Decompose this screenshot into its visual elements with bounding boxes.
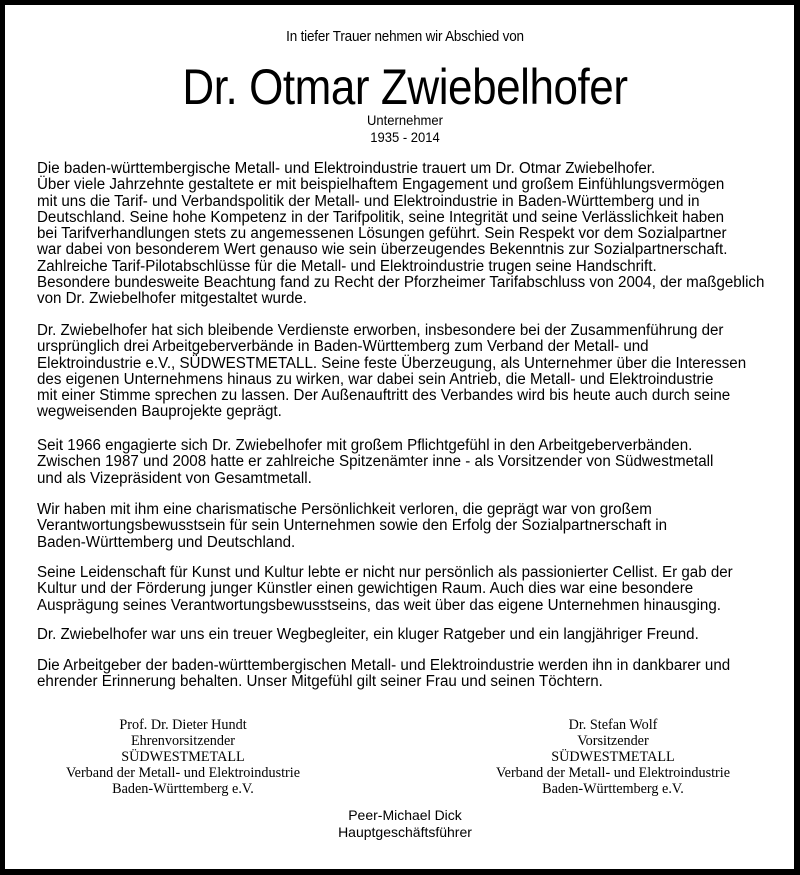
paragraph-7 xyxy=(37,658,787,691)
signatory-role: Ehrenvorsitzender xyxy=(131,733,235,749)
life-years: 1935 - 2014 xyxy=(370,129,440,145)
paragraph-line: Zwischen 1987 und 2008 hatte er zahlreiche Spitzenämter inne - als Vorsitzender von Südwestmetall xyxy=(37,453,714,471)
paragraph-line: mit uns die Tarif- und Verbandspolitik der Metall- und Elektroindustrie in Baden-Württemberg und in xyxy=(37,192,700,210)
signatory-region: Baden-Württemberg e.V. xyxy=(542,781,684,797)
signatory-role: Hauptgeschäftsführer xyxy=(338,824,472,840)
signatory-name: Dr. Stefan Wolf xyxy=(568,717,658,733)
paragraph-line: Kultur und der Förderung junger Künstler einen gewichtigen Raum. Auch dies war eine besondere xyxy=(37,580,694,598)
paragraph-line: Deutschland. Seine hohe Kompetenz in der Tarifpolitik, seine Integrität und seine Verlässlichkeit haben xyxy=(37,208,725,226)
paragraph-line: Über viele Jahrzehnte gestaltete er mit beispielhaftem Engagement und großem Einfühlungsvermögen xyxy=(37,176,725,194)
signature-right xyxy=(463,717,763,797)
paragraph-2 xyxy=(37,323,787,421)
paragraph-line: Dr. Zwiebelhofer war uns ein treuer Wegbegleiter, ein kluger Ratgeber und ein langjähriger Freund. xyxy=(37,626,699,643)
paragraph-line: wegweisenden Bauprojekte geprägt. xyxy=(37,403,282,421)
paragraph-4 xyxy=(37,502,787,551)
paragraph-line: Seine Leidenschaft für Kunst und Kultur lebte er nicht nur persönlich als passionierter Cellist. Er gab der xyxy=(37,564,733,581)
signatory-organization: SÜDWESTMETALL xyxy=(551,749,675,765)
paragraph-line: Wir haben mit ihm eine charismatische Persönlichkeit verloren, die geprägt war von großem xyxy=(37,501,652,518)
paragraph-line: ursprünglich drei Arbeitgeberverbände in Baden-Württemberg zum Verband der Metall- und xyxy=(37,338,649,356)
signatory-organization: SÜDWESTMETALL xyxy=(121,749,245,765)
signatory-organization-full: Verband der Metall- und Elektroindustrie xyxy=(495,765,731,781)
paragraph-line: bei Tarifverhandlungen stets zu angemessenen Lösungen geführt. Sein Respekt vor dem Sozialpartner xyxy=(37,225,727,243)
paragraph-3 xyxy=(37,438,787,487)
signatory-role: Vorsitzender xyxy=(577,733,649,749)
paragraph-line: Seit 1966 engagierte sich Dr. Zwiebelhofer mit großem Pflichtgefühl in den Arbeitgeberverbänden. xyxy=(37,437,693,454)
paragraph-line: Die baden-württembergische Metall- und Elektroindustrie trauert um Dr. Otmar Zwiebelhofer. xyxy=(37,160,656,177)
paragraph-line: Baden-Württemberg und Deutschland. xyxy=(37,533,296,551)
signature-left xyxy=(33,717,333,797)
paragraph-line: ehrender Erinnerung behalten. Unser Mitgefühl gilt seiner Frau und seinen Töchtern. xyxy=(37,673,603,691)
signatory-name: Peer-Michael Dick xyxy=(348,807,462,823)
paragraph-6 xyxy=(37,627,787,643)
paragraph-1 xyxy=(37,161,787,308)
signatory-region: Baden-Württemberg e.V. xyxy=(112,781,254,797)
paragraph-line: Zahlreiche Tarif-Pilotabschlüsse für die Metall- und Elektroindustrie trugen seine Handschrift. xyxy=(37,257,657,275)
paragraph-line: und als Vizepräsident von Gesamtmetall. xyxy=(37,469,312,487)
paragraph-line: des eigenen Unternehmens hinaus zu wirken, war dabei sein Antrieb, die Metall- und Elektroindustrie xyxy=(37,370,714,388)
paragraph-line: mit einer Stimme sprechen zu lassen. Der Außenauftritt des Verbandes wird bis heute auch durch seine xyxy=(37,387,731,405)
profession: Unternehmer xyxy=(367,112,443,128)
paragraph-line: Die Arbeitgeber der baden-württembergischen Metall- und Elektroindustrie werden ihn in dankbarer und xyxy=(37,657,731,674)
paragraph-line: Dr. Zwiebelhofer hat sich bleibende Verdienste erworben, insbesondere bei der Zusammenführung der xyxy=(37,322,724,339)
signature-bottom xyxy=(255,807,555,841)
paragraph-line: Verantwortungsbewusstsein für sein Unternehmen sowie den Erfolg der Sozialpartnerschaft in xyxy=(37,517,668,535)
paragraph-line: Elektroindustrie e.V., SÜDWESTMETALL. Seine feste Überzeugung, als Unternehmer über die Interessen xyxy=(37,354,747,372)
paragraph-5 xyxy=(37,565,787,614)
intro-text: In tiefer Trauer nehmen wir Abschied von xyxy=(286,29,524,45)
deceased-name: Dr. Otmar Zwiebelhofer xyxy=(182,59,628,115)
signatory-name: Prof. Dr. Dieter Hundt xyxy=(119,717,247,733)
paragraph-line: war dabei von besonderem Wert genauso wie sein überzeugendes Bekenntnis zur Sozialpartnerschaft. xyxy=(37,241,728,259)
paragraph-line: von Dr. Zwiebelhofer mitgestaltet wurde. xyxy=(37,290,308,308)
paragraph-line: Besondere bundesweite Beachtung fand zu Recht der Pforzheimer Tarifabschluss von 2004, der maßgeblich xyxy=(37,274,765,292)
paragraph-line: Ausprägung seines Verantwortungsbewusstseins, das weit über das eigene Unternehmen hinausging. xyxy=(37,596,721,614)
signatory-organization-full: Verband der Metall- und Elektroindustrie xyxy=(65,765,301,781)
